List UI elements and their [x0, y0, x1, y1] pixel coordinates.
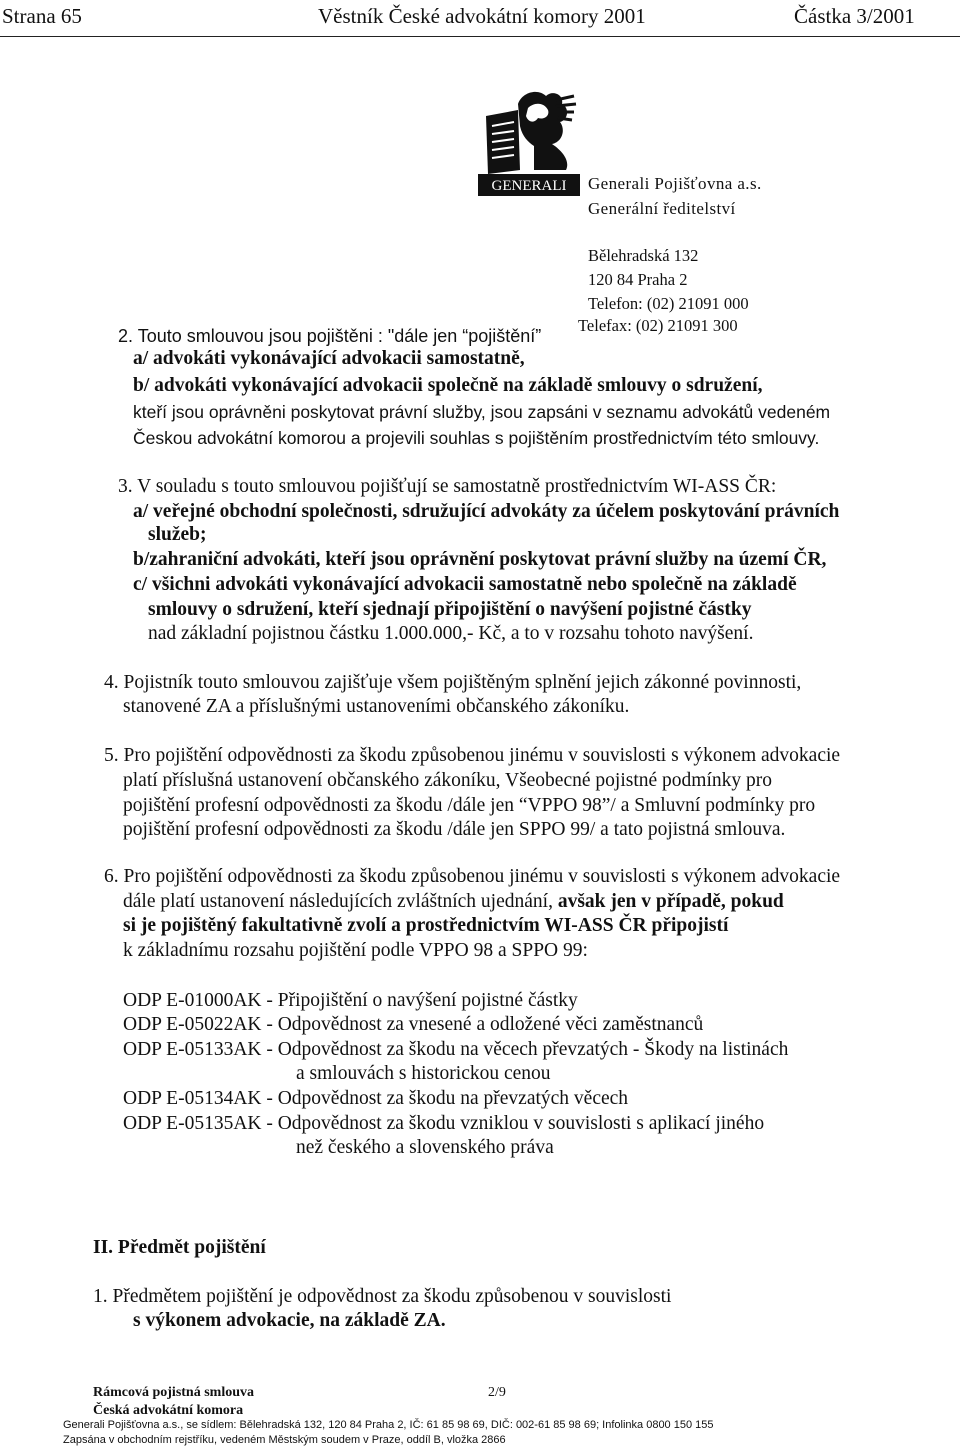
s6-line-2 — [123, 891, 784, 913]
s6-line-3: si je pojištěný fakultativně zvolí a prostřednictvím WI-ASS ČR připojistí — [123, 915, 729, 936]
address-phone: Telefon: (02) 21091 000 — [588, 294, 749, 313]
footer-page-number: 2/9 — [488, 1385, 506, 1400]
s3-item-a-1: a/ veřejné obchodní společnosti, sdružující advokáty za účelem poskytování právních — [133, 501, 840, 522]
s3-item-a-2: služeb; — [148, 524, 207, 545]
section-2-para-1-cont: s výkonem advokacie, na základě ZA. — [133, 1310, 446, 1331]
s3-intro: 3. V souladu s touto smlouvou pojišťují se samostatně prostřednictvím WI-ASS ČR: — [118, 476, 777, 497]
s6-line-2-bold: avšak jen v případě, pokud — [557, 891, 784, 912]
s2-item-a: a/ advokáti vykonávající advokacii samostatně, — [133, 348, 525, 369]
company-division: Generální ředitelství — [588, 199, 736, 218]
odp-item-5: ODP E-05135AK - Odpovědnost za škodu vzniklou v souvislosti s aplikací jiného — [123, 1113, 765, 1134]
s3-item-b: b/zahraniční advokáti, kteří jsou oprávnění poskytovat právní služby na území ČR, — [133, 549, 827, 570]
s3-item-c-3: nad základní pojistnou částku 1.000.000,- Kč, a to v rozsahu tohoto navýšení. — [148, 623, 754, 644]
s4-line-1: 4. Pojistník touto smlouvou zajišťuje všem pojištěným splnění jejich zákonné povinnosti, — [104, 672, 802, 693]
s3-item-c-1: c/ všichni advokáti vykonávající advokacii samostatně nebo společně na základě — [133, 574, 797, 595]
running-header-title: Věstník České advokátní komory 2001 — [318, 4, 646, 28]
s5-line-4: pojištění profesní odpovědnosti za škodu /dále jen SPPO 99/ a tato pojistná smlouva. — [123, 819, 786, 840]
address-fax: Telefax: (02) 21091 300 — [578, 316, 738, 335]
s2-text-1: kteří jsou oprávněni poskytovat právní služby, jsou zapsáni v seznamu advokátů vedeném — [133, 402, 831, 422]
section-2-heading: II. Předmět pojištění — [93, 1237, 266, 1258]
s5-line-1: 5. Pro pojištění odpovědnosti za škodu způsobenou jinému v souvislosti s výkonem advokacie — [104, 745, 841, 766]
footer-client: Česká advokátní komora — [93, 1403, 244, 1418]
s6-line-1: 6. Pro pojištění odpovědnosti za škodu způsobenou jinému v souvislosti s výkonem advokacie — [104, 866, 841, 887]
s6-line-4: k základnímu rozsahu pojištění podle VPPO 98 a SPPO 99: — [123, 940, 588, 961]
s5-line-2: platí příslušná ustanovení občanského zákoníku, Všeobecné pojistné podmínky pro — [123, 770, 772, 791]
s5-line-3: pojištění profesní odpovědnosti za škodu /dále jen “VPPO 98”/ a Smluvní podmínky pro — [123, 795, 816, 816]
footer-registration-1: Generali Pojišťovna a.s., se sídlem: Bělehradská 132, 120 84 Praha 2, IČ: 61 85 98 69, DIČ: 002-61 85 98 69; Infolinka 0800 150 155 — [63, 1419, 714, 1431]
address-street: Bělehradská 132 — [588, 246, 699, 265]
footer-doc-name: Rámcová pojistná smlouva — [93, 1385, 255, 1400]
lion-emblem-icon — [478, 86, 580, 196]
address-city: 120 84 Praha 2 — [588, 270, 688, 289]
company-name: Generali Pojišťovna a.s. — [588, 174, 762, 193]
section-2-para-1: 1. Předmětem pojištění je odpovědnost za škodu způsobenou v souvislosti — [93, 1286, 672, 1307]
s2-text-2: Českou advokátní komorou a projevili souhlas s pojištěním prostřednictvím této smlouvy. — [133, 428, 820, 448]
s2-intro: 2. Touto smlouvou jsou pojištěni : "dále jen “pojištění” — [118, 326, 542, 346]
running-header-left: Strana 65 — [2, 4, 82, 28]
odp-item-5-cont: než českého a slovenského práva — [296, 1137, 554, 1158]
header-rule — [0, 36, 960, 37]
generali-logo — [478, 86, 580, 196]
odp-item-2: ODP E-05022AK - Odpovědnost za vnesené a odložené věci zaměstnanců — [123, 1014, 704, 1035]
odp-item-3-cont: a smlouvách s historickou cenou — [296, 1063, 551, 1084]
s6-line-2-regular: dále platí ustanovení následujících zvláštních ujednání, — [123, 891, 558, 912]
s2-item-b: b/ advokáti vykonávající advokacii společně na základě smlouvy o sdružení, — [133, 375, 763, 396]
footer-registration-2: Zapsána v obchodním rejstříku, vedeném Městským soudem v Praze, oddíl B, vložka 2866 — [63, 1434, 506, 1446]
s4-line-2: stanovené ZA a příslušnými ustanoveními občanského zákoníku. — [123, 696, 630, 717]
odp-item-3: ODP E-05133AK - Odpovědnost za škodu na věcech převzatých - Škody na listinách — [123, 1039, 789, 1060]
s3-item-c-2: smlouvy o sdružení, kteří sjednají připojištění o navýšení pojistné částky — [148, 599, 752, 620]
logo-wordmark: GENERALI — [491, 178, 567, 194]
odp-item-4: ODP E-05134AK - Odpovědnost za škodu na převzatých věcech — [123, 1088, 629, 1109]
odp-item-1: ODP E-01000AK - Připojištění o navýšení pojistné částky — [123, 990, 578, 1011]
running-header-right: Částka 3/2001 — [794, 4, 915, 28]
